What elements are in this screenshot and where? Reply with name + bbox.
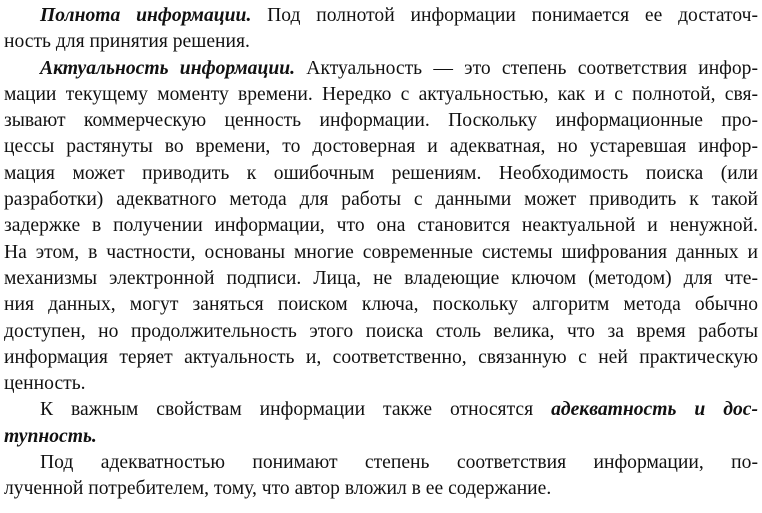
text-line xyxy=(4,82,758,108)
emphasized-term: тупность. xyxy=(4,425,97,447)
text-line xyxy=(4,3,758,29)
text-line xyxy=(4,187,758,213)
text-run: задержке в получении информации, что она становится неактуальной и ненужной. xyxy=(4,215,758,237)
text-run: разработки) адекватного метода для работы с данными может приводить к такой xyxy=(4,189,758,211)
text-run: Под полнотой информации понимается ее достаточ- xyxy=(251,5,758,26)
emphasized-term: Полнота информации. xyxy=(40,5,252,26)
text-line xyxy=(4,266,758,292)
text-line xyxy=(4,240,758,266)
paragraph xyxy=(4,450,758,503)
text-run: На этом, в частности, основаны многие современные системы шифрования данных и xyxy=(4,241,758,263)
text-run: Под адекватностью понимают степень соответствия информации, по- xyxy=(40,452,758,474)
text-run: К важным свойствам информации также относятся xyxy=(40,399,552,421)
text-line xyxy=(4,108,758,134)
text-line xyxy=(4,319,758,345)
text-line xyxy=(4,371,758,397)
paragraph xyxy=(4,397,758,450)
text-line xyxy=(4,213,758,239)
text-run: ценность. xyxy=(4,373,86,395)
text-run: ность для принятия решения. xyxy=(4,31,250,53)
emphasized-term: Актуальность информации. xyxy=(40,57,296,79)
paragraph xyxy=(4,3,758,56)
paragraph xyxy=(4,56,758,398)
text-line xyxy=(4,345,758,371)
text-run: Актуальность — это степень соответствия инфор- xyxy=(295,57,758,79)
text-run: ния данных, могут заняться поиском ключа, поскольку алгоритм метода обычно xyxy=(4,294,758,316)
text-line xyxy=(4,476,758,502)
text-run: информация теряет актуальность и, соответственно, связанную с ней практическую xyxy=(4,346,758,368)
document-body xyxy=(4,3,758,503)
text-line xyxy=(4,450,758,476)
text-run: цессы растянуты во времени, то достоверная и адекватная, но устаревшая инфор- xyxy=(4,136,758,158)
text-run: доступен, но продолжительность этого поиска столь велика, что за время работы xyxy=(4,320,758,342)
text-line xyxy=(4,292,758,318)
text-run: лученной потребителем, тому, что автор вложил в ее содержание. xyxy=(4,478,552,500)
text-line xyxy=(4,29,758,55)
text-run: мация может приводить к ошибочным решениям. Необходимость поиска (или xyxy=(4,162,758,184)
text-line xyxy=(4,161,758,187)
text-run: зывают коммерческую ценность информации. Поскольку информационные про- xyxy=(4,110,758,132)
emphasized-term: адекватность и дос- xyxy=(551,399,758,421)
text-line xyxy=(4,134,758,160)
text-line xyxy=(4,397,758,423)
text-line xyxy=(4,424,758,450)
text-run: мации текущему моменту времени. Нередко с актуальностью, как и с полнотой, свя- xyxy=(4,83,758,105)
text-run: механизмы электронной подписи. Лица, не владеющие ключом (методом) для чте- xyxy=(4,267,758,289)
text-line xyxy=(4,56,758,82)
